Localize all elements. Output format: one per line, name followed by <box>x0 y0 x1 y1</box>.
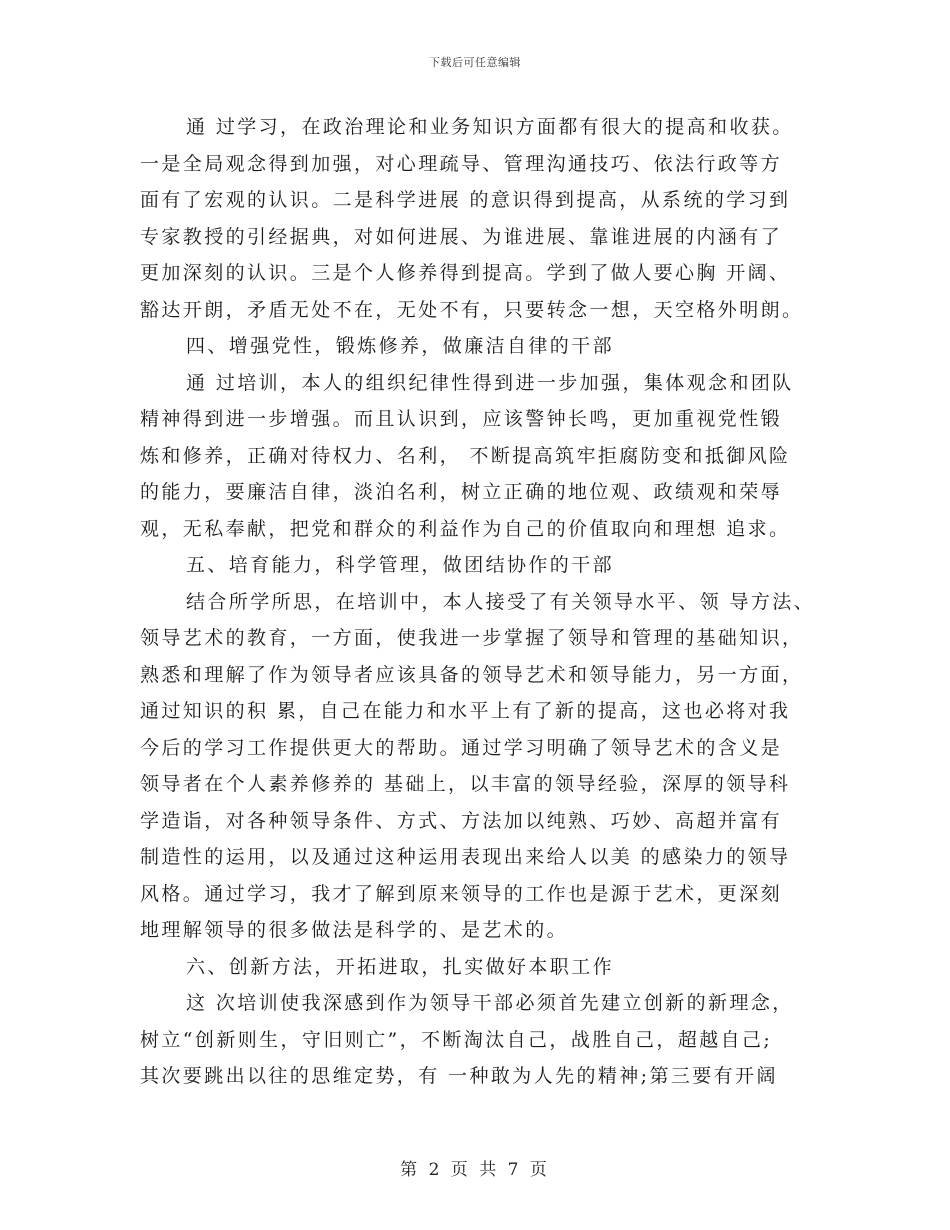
paragraph-line: 专家教授的引经据典，对如何进展、为谁进展、靠谁进展的内涵有了 <box>140 225 783 248</box>
paragraph-line: 熟悉和理解了作为领导者应该具备的领导艺术和领导能力，另一方面， <box>140 663 804 686</box>
paragraph-line: 今后的学习工作提供更大的帮助。通过学习明确了领导艺术的含义是 <box>140 736 783 759</box>
document-body <box>140 109 820 1095</box>
paragraph-line: 这 次培训使我深感到作为领导干部必须首先建立创新的新理念， <box>186 992 794 1014</box>
paragraph-line: 风格。通过学习，我才了解到原来领导的工作也是源于艺术，更深刻 <box>140 882 783 905</box>
paragraph-line: 制造性的运用，以及通过这种运用表现出来给人以美 的感染力的领导 <box>140 846 791 868</box>
paragraph-line: 炼和修养，正确对待权力、名利， 不断提高筑牢拒腐防变和抵御风险 <box>140 444 791 467</box>
paragraph-line: 面有了宏观的认识。二是科学进展 的意识得到提高，从系统的学习到 <box>140 189 791 211</box>
paragraph-line: 树立“创新则生，守旧则亡”，不断淘汰自己，战胜自己，超越自己; <box>140 1028 773 1051</box>
paragraph-line: 精神得到进一步增强。而且认识到，应该警钟长鸣，更加重视党性锻 <box>140 408 783 430</box>
page-number: 第 2 页 共 7 页 <box>400 1160 550 1180</box>
paragraph-line: 豁达开朗，矛盾无处不在，无处不有，只要转念一想，天空格外明朗。 <box>140 298 804 321</box>
paragraph-line: 领导艺术的教育，一方面，使我进一步掌握了领导和管理的基础知识， <box>140 627 804 649</box>
section-heading: 六、创新方法，开拓进取，扎实做好本职工作 <box>186 955 615 978</box>
paragraph-line: 的能力，要廉洁自律，淡泊名利，树立正确的地位观、政绩观和荣辱 <box>140 481 783 503</box>
paragraph-line: 学造诣，对各种领导条件、方式、方法加以纯熟、巧妙、高超并富有 <box>140 809 783 832</box>
paragraph-line: 结合所学所思，在培训中，本人接受了有关领导水平、领 导方法、 <box>186 590 816 613</box>
paragraph-line: 其次要跳出以往的思维定势，有 一种敢为人先的精神;第三要有开阔 <box>140 1065 778 1087</box>
section-heading: 五、培育能力，科学管理，做团结协作的干部 <box>186 554 615 576</box>
paragraph-line: 地理解领导的很多做法是科学的、是艺术的。 <box>140 919 569 941</box>
paragraph-line: 通 过学习，在政治理论和业务知识方面都有很大的提高和收获。 <box>186 116 794 138</box>
paragraph-line: 更加深刻的认识。三是个人修养得到提高。学到了做人要心胸 开阔、 <box>140 262 791 284</box>
paragraph-line: 领导者在个人素养修养的 基础上，以丰富的领导经验，深厚的领导科 <box>140 773 791 795</box>
page-header: 下载后可任意编辑 <box>429 56 521 69</box>
paragraph-line: 一是全局观念得到加强，对心理疏导、管理沟通技巧、依法行政等方 <box>140 152 783 175</box>
paragraph-line: 通过知识的积 累，自己在能力和水平上有了新的提高，这也必将对我 <box>140 700 791 722</box>
section-heading: 四、增强党性，锻炼修养，做廉洁自律的干部 <box>186 335 615 357</box>
paragraph-line: 观，无私奉献，把党和群众的利益作为自己的价值取向和理想 追求。 <box>140 517 791 540</box>
paragraph-line: 通 过培训，本人的组织纪律性得到进一步加强，集体观念和团队 <box>186 371 794 394</box>
